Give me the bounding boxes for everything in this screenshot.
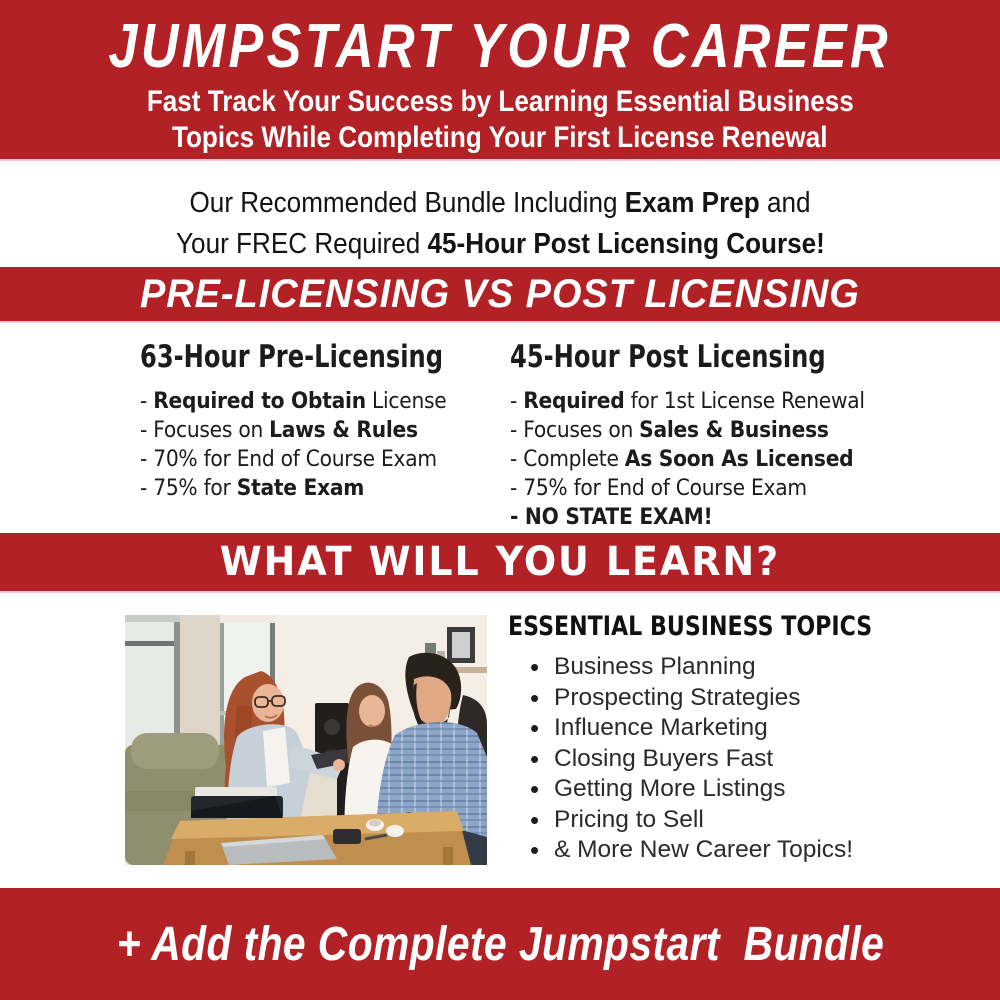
post-licensing-column [510, 339, 915, 532]
page-title [0, 0, 1000, 81]
compare-section [0, 321, 1000, 533]
intro-line2-bold: 45-Hour Post Licensing Course! [427, 228, 825, 260]
compare-banner-title: PRE-LICENSING VS POST LICENSING [140, 271, 860, 316]
learn-section [0, 591, 1000, 888]
intro-line1-bold: Exam Prep [624, 187, 760, 219]
pre-licensing-list [140, 387, 490, 503]
header-subtitle-line2: Topics While Completing Your First License Renewal [172, 121, 828, 154]
list-item: - Focuses on Laws & Rules [140, 417, 418, 443]
page-title-text: JUMPSTART YOUR CAREER [108, 12, 892, 81]
list-item: • & More New Career Topics! [530, 835, 952, 866]
intro-line1-suffix: and [759, 187, 811, 219]
pre-licensing-column [140, 339, 528, 503]
list-item: • Influence Marketing [530, 713, 952, 744]
post-licensing-heading: 45-Hour Post Licensing [510, 339, 826, 375]
intro-line2-text: Your FREC Required [175, 228, 428, 260]
list-item: - Complete As Soon As Licensed [510, 446, 854, 472]
list-item: - 75% for End of Course Exam [510, 475, 807, 501]
header-subtitle [0, 84, 1000, 156]
topics-list [508, 652, 952, 866]
post-licensing-list [510, 387, 874, 532]
list-item: - Required to Obtain License [140, 388, 447, 414]
intro-line-1 [0, 183, 1000, 224]
list-item: • Pricing to Sell [530, 805, 952, 836]
list-item: • Prospecting Strategies [530, 683, 952, 714]
intro-line1-text: Our Recommended Bundle Including [189, 187, 625, 219]
meeting-photo [125, 615, 487, 865]
list-item: • Business Planning [530, 652, 952, 683]
intro-line-2 [0, 224, 1000, 265]
list-item: • Closing Buyers Fast [530, 744, 952, 775]
list-item: - 70% for End of Course Exam [140, 446, 437, 472]
learn-banner [0, 533, 1000, 591]
list-item: - Focuses on Sales & Business [510, 417, 829, 443]
learn-content [508, 611, 952, 866]
list-item: • Getting More Listings [530, 774, 952, 805]
footer-banner [0, 888, 1000, 1000]
list-item: - 75% for State Exam [140, 475, 365, 501]
learn-banner-title: WHAT WILL YOU LEARN? [219, 539, 781, 585]
intro-section [0, 159, 1000, 267]
list-item: - NO STATE EXAM! [510, 504, 713, 530]
topics-heading: ESSENTIAL BUSINESS TOPICS [508, 611, 873, 642]
header-banner [0, 0, 1000, 159]
list-item: - Required for 1st License Renewal [510, 388, 865, 414]
pre-licensing-heading: 63-Hour Pre-Licensing [140, 339, 444, 375]
header-subtitle-line1: Fast Track Your Success by Learning Essential Business [146, 85, 854, 118]
footer-title: + Add the Complete Jumpstart Bundle [116, 917, 884, 971]
compare-banner [0, 267, 1000, 321]
meeting-photo-illustration [125, 615, 487, 865]
